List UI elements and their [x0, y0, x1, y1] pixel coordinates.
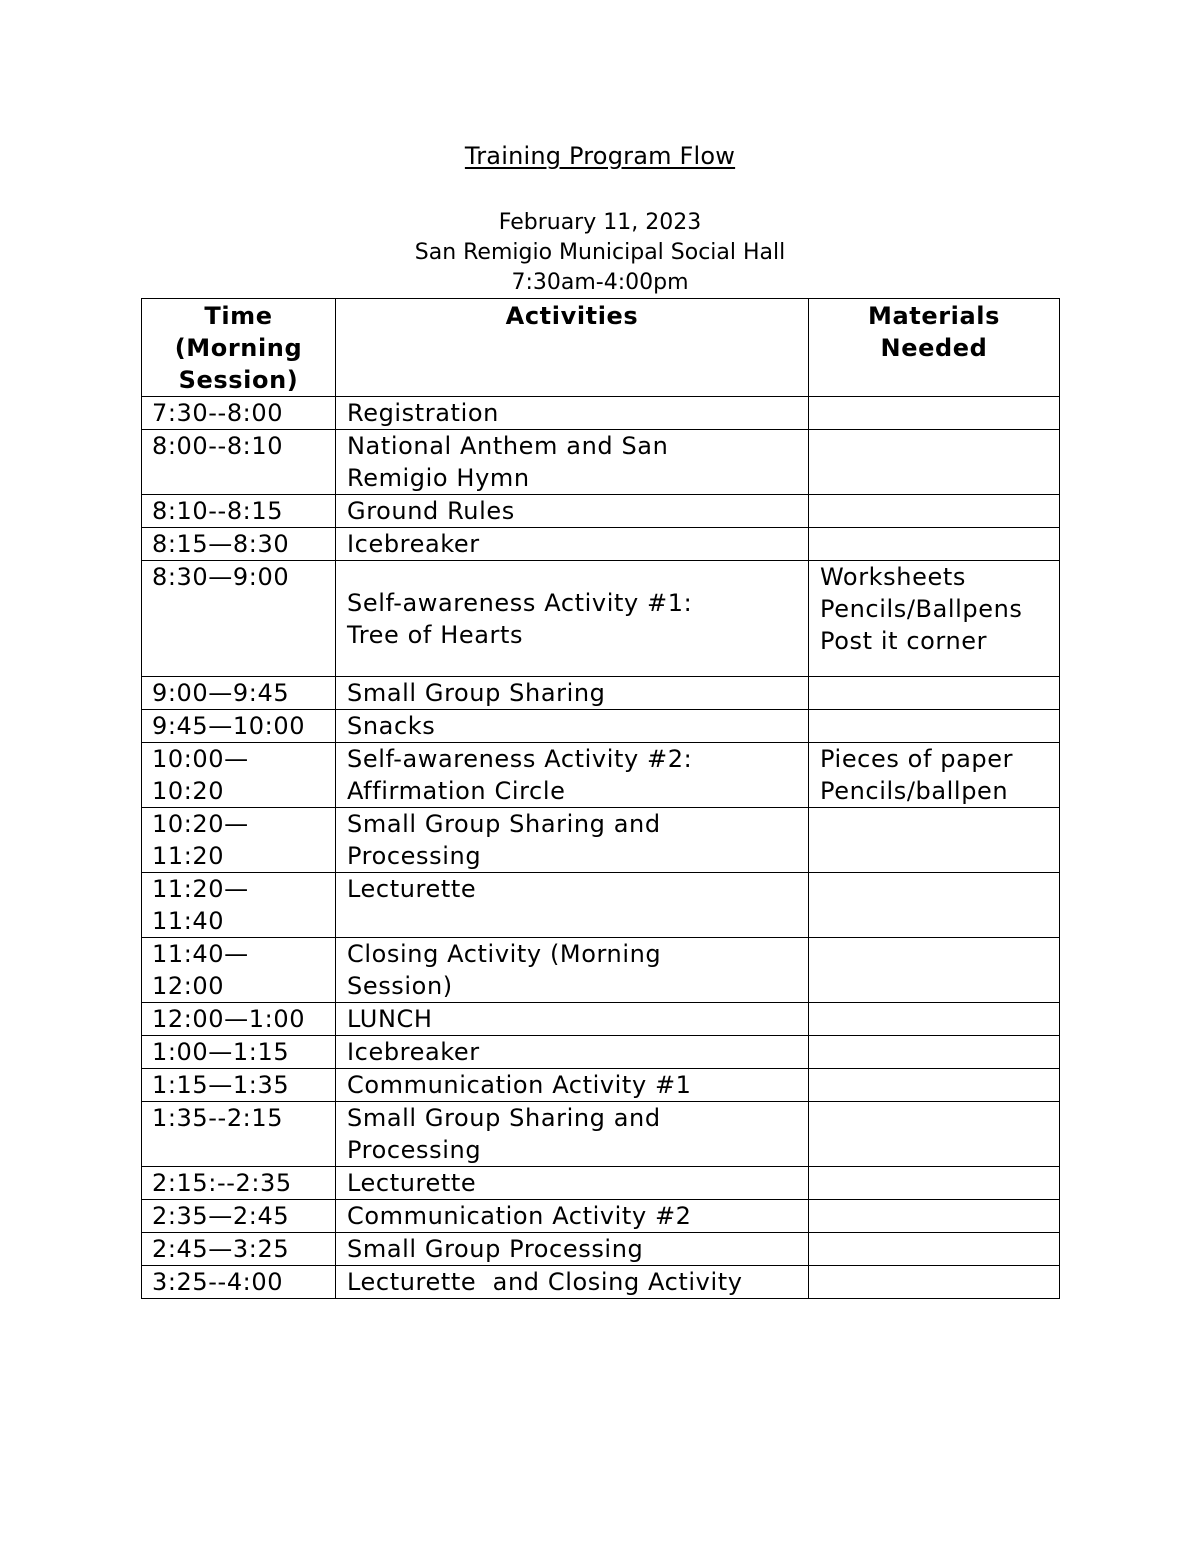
time-cell — [142, 1069, 336, 1102]
activity-cell — [336, 1233, 809, 1266]
header-materials — [809, 299, 1060, 397]
time-cell — [142, 528, 336, 561]
materials-cell — [809, 1036, 1060, 1069]
materials-cell — [809, 1266, 1060, 1299]
activity-cell-line: Tree of Hearts — [347, 621, 524, 649]
materials-cell — [809, 938, 1060, 1003]
time-cell — [142, 808, 336, 873]
time-cell — [142, 873, 336, 938]
activity-cell — [336, 1069, 809, 1102]
table-row — [142, 1069, 1060, 1102]
activity-cell-line: Session) — [347, 972, 453, 1000]
header-time — [142, 299, 336, 397]
time-cell — [142, 938, 336, 1003]
materials-cell — [809, 495, 1060, 528]
time-cell-line: 2:35—2:45 — [152, 1202, 290, 1230]
activity-cell — [336, 1003, 809, 1036]
table-row — [142, 873, 1060, 938]
materials-cell-line: Pieces of paper — [820, 745, 1014, 773]
time-cell — [142, 1167, 336, 1200]
time-cell-line: 10:00— — [152, 745, 249, 773]
activity-cell — [336, 677, 809, 710]
header-activities-line: Activities — [505, 302, 639, 330]
materials-cell — [809, 1069, 1060, 1102]
table-row — [142, 938, 1060, 1003]
activity-cell-line: Lecturette — [347, 1169, 477, 1197]
activity-cell-line: Processing — [347, 842, 482, 870]
activity-cell — [336, 495, 809, 528]
activity-cell — [336, 873, 809, 938]
table-row — [142, 1036, 1060, 1069]
time-cell-line: 10:20 — [152, 777, 225, 805]
materials-cell — [809, 1003, 1060, 1036]
materials-cell — [809, 677, 1060, 710]
document-title: Training Program Flow — [464, 142, 736, 170]
time-cell — [142, 677, 336, 710]
materials-cell-line: Worksheets — [820, 563, 966, 591]
table-row — [142, 808, 1060, 873]
activity-cell — [336, 1036, 809, 1069]
table-row — [142, 495, 1060, 528]
activity-cell — [336, 1167, 809, 1200]
program-schedule-table — [141, 298, 1060, 1299]
activity-cell-line: Self-awareness Activity #1: — [347, 589, 693, 617]
activity-cell — [336, 938, 809, 1003]
materials-cell — [809, 430, 1060, 495]
activity-cell-line: Communication Activity #1 — [347, 1071, 692, 1099]
time-cell-line: 8:15—8:30 — [152, 530, 290, 558]
time-cell-line: 8:30—9:00 — [152, 563, 290, 591]
table-row — [142, 1266, 1060, 1299]
table-row — [142, 710, 1060, 743]
activity-cell-line: Small Group Sharing and — [347, 810, 661, 838]
activity-cell — [336, 808, 809, 873]
time-cell-line: 11:40 — [152, 907, 225, 935]
time-cell-line: 9:45—10:00 — [152, 712, 306, 740]
activity-cell-line: Small Group Sharing and — [347, 1104, 661, 1132]
time-cell — [142, 710, 336, 743]
activity-cell-line: National Anthem and San — [347, 432, 669, 460]
materials-cell — [809, 397, 1060, 430]
time-cell-line: 1:00—1:15 — [152, 1038, 290, 1066]
table-row — [142, 430, 1060, 495]
activity-cell-line: Affirmation Circle — [347, 777, 566, 805]
time-cell — [142, 1102, 336, 1167]
time-cell — [142, 1266, 336, 1299]
activity-cell-line: Lecturette and Closing Activity — [347, 1268, 743, 1296]
time-cell-line: 11:40— — [152, 940, 249, 968]
time-cell-line: 11:20— — [152, 875, 249, 903]
activity-cell-line: Icebreaker — [347, 1038, 480, 1066]
materials-cell — [809, 1233, 1060, 1266]
time-cell — [142, 1233, 336, 1266]
activity-cell-line: Registration — [347, 399, 499, 427]
materials-cell-line: Post it corner — [820, 627, 988, 655]
materials-cell — [809, 1167, 1060, 1200]
time-cell-line: 9:00—9:45 — [152, 679, 290, 707]
activity-cell-line: Self-awareness Activity #2: — [347, 745, 693, 773]
activity-cell-line: Small Group Processing — [347, 1235, 644, 1263]
time-cell-line: 2:15:--2:35 — [152, 1169, 292, 1197]
materials-cell-line: Pencils/ballpen — [820, 777, 1009, 805]
event-date: February 11, 2023 — [498, 210, 702, 235]
time-cell-line: 2:45—3:25 — [152, 1235, 290, 1263]
time-cell — [142, 397, 336, 430]
activity-cell-line: Closing Activity (Morning — [347, 940, 662, 968]
activity-cell-line: Snacks — [347, 712, 436, 740]
time-cell — [142, 495, 336, 528]
materials-cell — [809, 743, 1060, 808]
activity-cell — [336, 710, 809, 743]
header-activities — [336, 299, 809, 397]
table-row — [142, 1003, 1060, 1036]
time-cell-line: 12:00—1:00 — [152, 1005, 306, 1033]
event-venue: San Remigio Municipal Social Hall — [414, 240, 786, 265]
time-cell-line: 8:00--8:10 — [152, 432, 284, 460]
time-cell — [142, 1200, 336, 1233]
table-row — [142, 561, 1060, 677]
time-cell-line: 1:15—1:35 — [152, 1071, 290, 1099]
activity-cell — [336, 397, 809, 430]
materials-cell-line: Pencils/Ballpens — [820, 595, 1023, 623]
activity-cell — [336, 430, 809, 495]
activity-cell — [336, 1102, 809, 1167]
table-header-row — [142, 299, 1060, 397]
time-cell-line: 12:00 — [152, 972, 225, 1000]
table-row — [142, 677, 1060, 710]
table-row — [142, 1167, 1060, 1200]
activity-cell-line: LUNCH — [347, 1005, 433, 1033]
table-row — [142, 743, 1060, 808]
header-materials-line: Materials — [868, 302, 1000, 330]
time-cell — [142, 1003, 336, 1036]
header-time-line: Time — [204, 302, 273, 330]
activity-cell-line: Remigio Hymn — [347, 464, 530, 492]
activity-cell-line: Processing — [347, 1136, 482, 1164]
header-materials-line: Needed — [880, 334, 988, 362]
activity-cell — [336, 561, 809, 677]
materials-cell — [809, 1200, 1060, 1233]
activity-cell-line: Communication Activity #2 — [347, 1202, 692, 1230]
time-cell-line: 11:20 — [152, 842, 225, 870]
header-time-line: Session) — [178, 366, 299, 394]
materials-cell — [809, 561, 1060, 677]
activity-cell-line: Icebreaker — [347, 530, 480, 558]
activity-cell — [336, 528, 809, 561]
time-cell-line: 8:10--8:15 — [152, 497, 284, 525]
table-row — [142, 1200, 1060, 1233]
activity-cell-line: Small Group Sharing — [347, 679, 606, 707]
time-cell-line: 7:30--8:00 — [152, 399, 284, 427]
materials-cell — [809, 1102, 1060, 1167]
event-hours: 7:30am-4:00pm — [511, 270, 689, 295]
activity-cell-line: Lecturette — [347, 875, 477, 903]
time-cell — [142, 1036, 336, 1069]
time-cell — [142, 561, 336, 677]
materials-cell — [809, 873, 1060, 938]
schedule-body — [142, 397, 1060, 1299]
activity-cell — [336, 1266, 809, 1299]
time-cell — [142, 430, 336, 495]
time-cell-line: 1:35--2:15 — [152, 1104, 284, 1132]
header-time-line: (Morning — [174, 334, 303, 362]
table-row — [142, 1233, 1060, 1266]
materials-cell — [809, 710, 1060, 743]
activity-cell — [336, 1200, 809, 1233]
materials-cell — [809, 808, 1060, 873]
table-row — [142, 528, 1060, 561]
table-row — [142, 397, 1060, 430]
materials-cell — [809, 528, 1060, 561]
time-cell-line: 3:25--4:00 — [152, 1268, 284, 1296]
time-cell-line: 10:20— — [152, 810, 249, 838]
activity-cell-line: Ground Rules — [347, 497, 515, 525]
table-row — [142, 1102, 1060, 1167]
activity-cell — [336, 743, 809, 808]
time-cell — [142, 743, 336, 808]
